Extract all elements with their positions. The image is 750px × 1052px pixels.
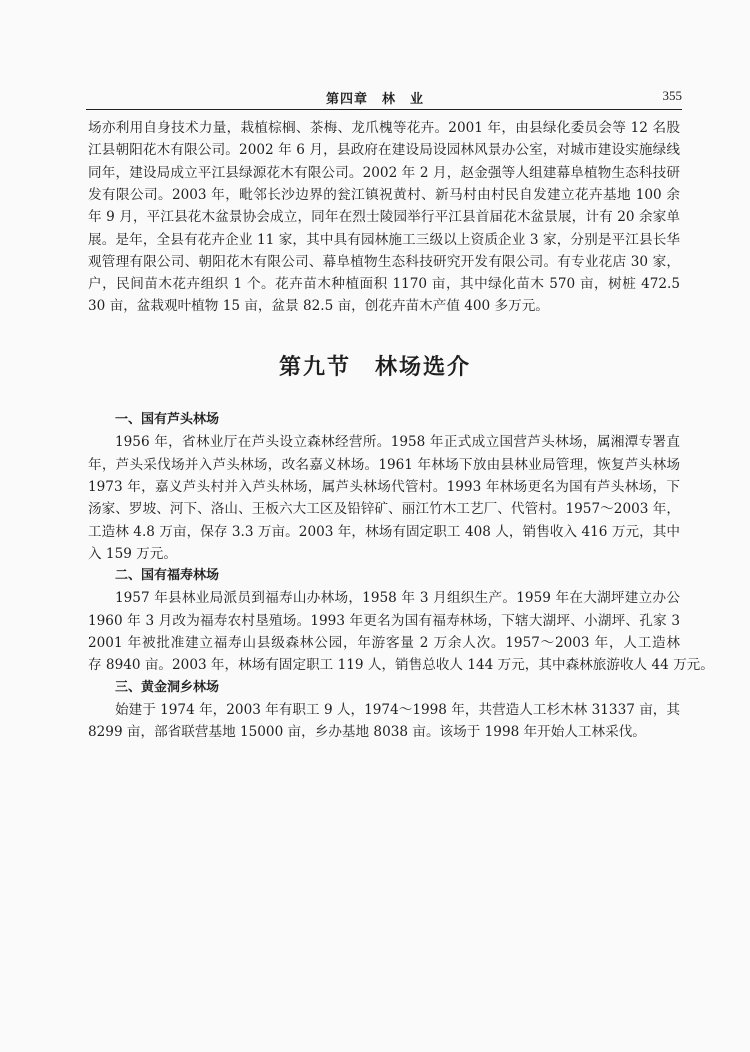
page-number: 355 xyxy=(662,88,682,103)
subsection-heading: 一、国有芦头林场 xyxy=(115,412,220,427)
section-title: 第九节 林场选介 xyxy=(278,354,471,380)
text-line: 30 亩，盆栽观叶植物 15 亩，盆景 82.5 亩，创花卉苗木产值 400 多万元。 xyxy=(88,298,549,315)
text-line: 存 8940 亩。2003 年，林场有固定职工 119 人，销售总收人 144 万元，其中森林旅游收人 44 万元。 xyxy=(88,657,714,674)
subsection-heading: 二、国有福寿林场 xyxy=(115,568,220,584)
text-line: 汤家、罗坡、河下、洛山、王板六大工区及铅锌矿、丽江竹木工艺厂、代管村。1957～2003 年， xyxy=(88,501,680,518)
text-line: 1960 年 3 月改为福寿农村垦殖场。1993 年更名为国有福寿林场，下辖大湖坪、小湖坪、孔家 3 xyxy=(88,612,680,629)
text-line: 工造林 4.8 万亩，保存 3.3 万亩。2003 年，林场有固定职工 408 人，销售收入 416 万元，其中 xyxy=(88,523,680,540)
text-line: 户，民间苗木花卉组织 1 个。花卉苗木种植面积 1170 亩，其中绿化苗木 570 亩，树桩 472.5 xyxy=(88,276,680,293)
text-line: 1957 年县林业局派员到福寿山办林场，1958 年 3 月组织生产。1959 年在大湖坪建立办公 xyxy=(115,590,680,607)
subsection-heading: 三、黄金洞乡林场 xyxy=(115,679,220,695)
text-line: 展。是年，全县有花卉企业 11 家，其中具有园林施工三级以上资质企业 3 家，分别是平江县长华 xyxy=(88,231,680,248)
text-line: 2001 年被批准建立福寿山县级森林公园，年游客量 2 万余人次。1957～2003 年，人工造林 xyxy=(88,635,680,651)
text-line: 8299 亩，部省联营基地 15000 亩，乡办基地 8038 亩。该场于 1998 年开始人工林采伐。 xyxy=(88,724,646,741)
text-line: 发有限公司。2003 年，毗邻长沙边界的瓮江镇祝黄村、新马村由村民自发建立花卉基地 100 余 xyxy=(88,186,680,203)
text-line: 年，芦头采伐场并入芦头林场，改名嘉义林场。1961 年林场下放由县林业局管理，恢复芦头林场 xyxy=(88,456,680,473)
text-line: 观管理有限公司、朝阳花木有限公司、幕阜植物生态科技研究开发有限公司。有专业花店 30 家， xyxy=(88,253,680,270)
text-line: 年 9 月，平江县花木盆景协会成立，同年在烈士陵园举行平江县首届花木盆景展，计有 20 余家单 xyxy=(88,209,680,226)
text-line: 入 159 万元。 xyxy=(88,545,177,562)
header-rule xyxy=(86,109,682,110)
text-line: 始建于 1974 年，2003 年有职工 9 人，1974～1998 年，共营造人工杉木林 31337 亩，其 xyxy=(115,701,680,718)
text-line: 1956 年，省林业厅在芦头设立森林经营所。1958 年正式成立国营芦头林场，属湘潭专署直 xyxy=(115,434,680,451)
text-line: 场亦利用自身技术力量，栽植棕榈、茶梅、龙爪槐等花卉。2001 年，由县绿化委员会等 12 名股 xyxy=(88,120,680,136)
text-line: 江县朝阳花木有限公司。2002 年 6 月，县政府在建设局设园林风景办公室，对城市建设实施绿线 xyxy=(88,142,680,159)
text-line: 1973 年，嘉义芦头村并入芦头林场，属芦头林场代管村。1993 年林场更名为国有芦头林场，下 xyxy=(88,478,680,495)
text-line: 同年，建设局成立平江县绿源花木有限公司。2002 年 2 月，赵金强等人组建幕阜植物生态科技研 xyxy=(88,164,680,181)
running-header-chapter: 第四章 林 业 xyxy=(325,92,424,107)
